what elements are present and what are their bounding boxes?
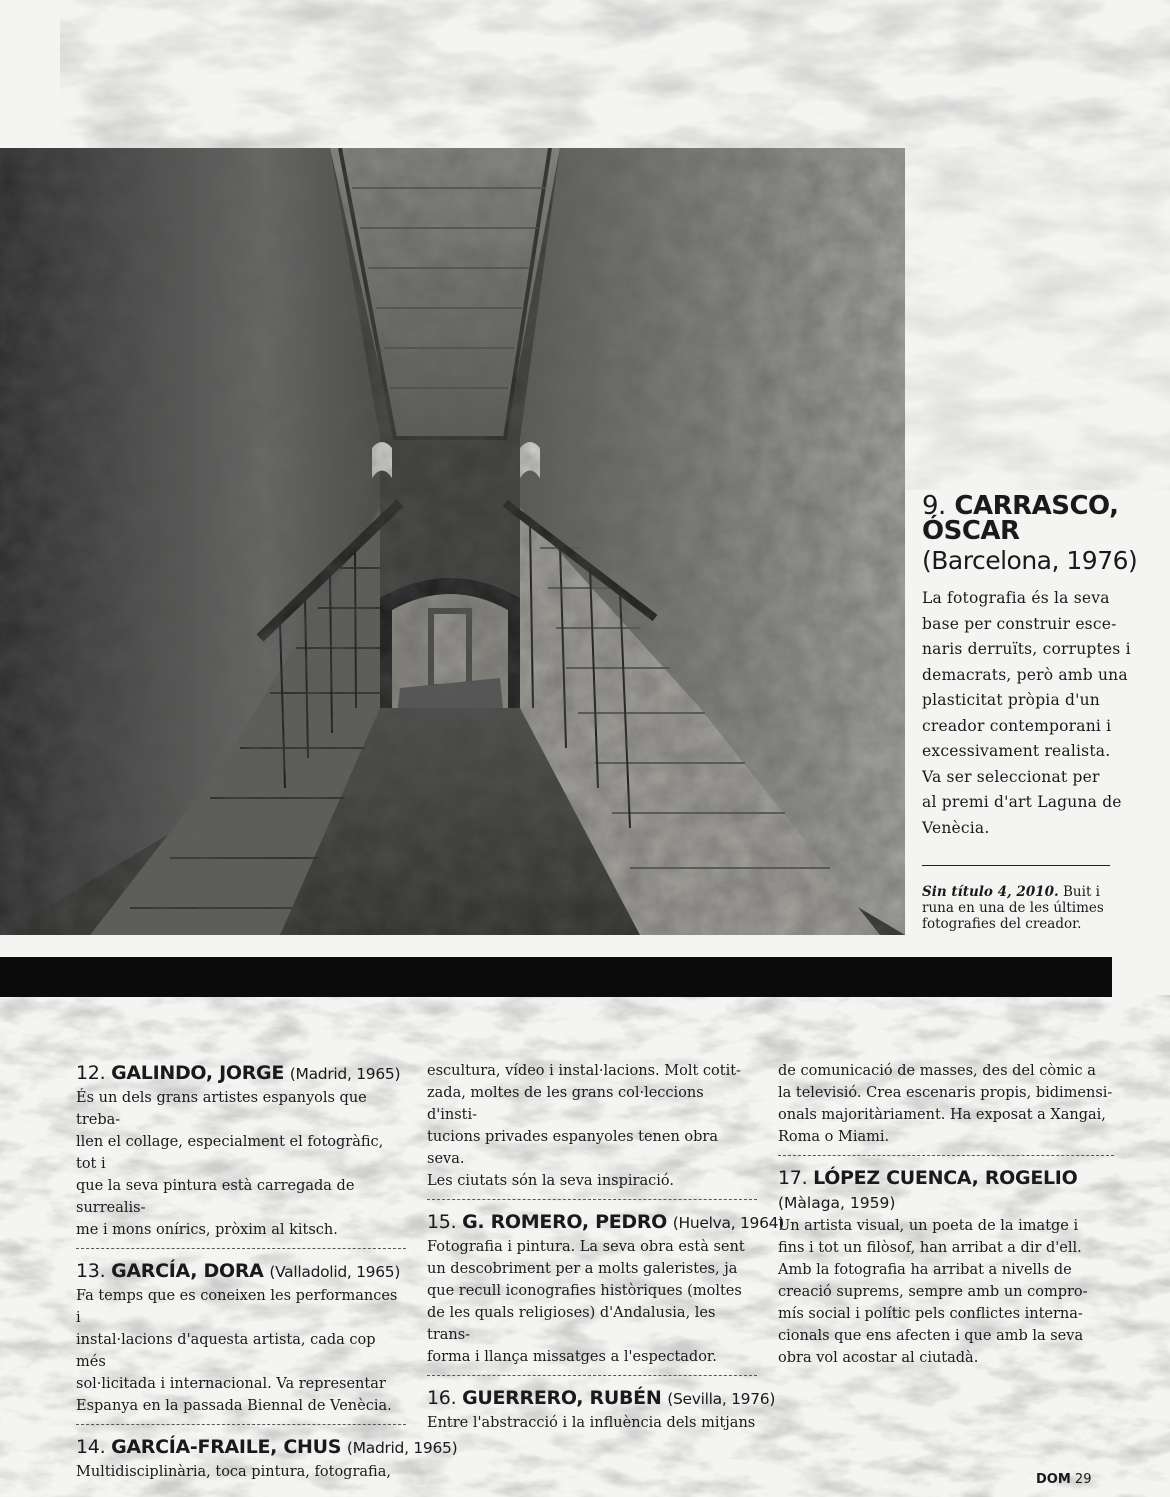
- entry-line: instal·lacions d'aquesta artista, cada cop més: [76, 1332, 376, 1370]
- entry-line: de comunicació de masses, des del còmic a: [778, 1063, 1096, 1079]
- entry-number: 13.: [76, 1260, 106, 1282]
- magazine-name: DOM: [1036, 1472, 1071, 1487]
- entry-origin: (Madrid, 1965): [289, 1065, 401, 1083]
- entry-body-17: [778, 1215, 1114, 1369]
- dashed-divider: [76, 1248, 406, 1249]
- entry-heading-13: [76, 1258, 406, 1285]
- entry-line: Entre l'abstracció i la influència dels mitjans: [427, 1415, 756, 1431]
- entry-name: GALINDO, JORGE: [111, 1062, 285, 1084]
- entry-line: Roma o Miami.: [778, 1129, 890, 1145]
- entry-number: 15.: [427, 1211, 457, 1233]
- entry-name: GUERRERO, RUBÉN: [462, 1387, 662, 1409]
- dashed-divider: [427, 1199, 757, 1200]
- dashed-divider: [427, 1375, 757, 1376]
- caption-divider: [922, 865, 1110, 866]
- featured-body-line: creador contemporani i: [922, 716, 1112, 735]
- entry-line: me i mons onírics, pròxim al kitsch.: [76, 1222, 338, 1238]
- entry-line: Amb la fotografia ha arribat a nivells de: [778, 1262, 1072, 1278]
- featured-body-line: demacrats, però amb una: [922, 665, 1128, 684]
- featured-heading: [922, 491, 1142, 546]
- entry-name: GARCÍA-FRAILE, CHUS: [111, 1436, 342, 1458]
- entry-line: creació suprems, sempre amb un compro-: [778, 1284, 1088, 1300]
- entry-line: cionals que ens afecten i que amb la seva: [778, 1328, 1084, 1344]
- entry-line: fins i tot un filòsof, han arribat a dir d'ell.: [778, 1240, 1082, 1256]
- entry-line: que la seva pintura està carregada de surrealis-: [76, 1178, 355, 1216]
- featured-body-line: naris derruïts, corruptes i: [922, 640, 1131, 658]
- entry-line: mís social i polític pels conflictes interna-: [778, 1306, 1083, 1322]
- featured-number: 9.: [922, 491, 946, 521]
- featured-body-line: Va ser seleccionat per: [922, 767, 1100, 786]
- featured-name-line1: CARRASCO,: [954, 491, 1119, 521]
- entry-line: de les quals religioses) d'Andalusia, les trans-: [427, 1305, 716, 1343]
- entry-line: la televisió. Crea escenaris propis, bidimensi-: [778, 1085, 1113, 1101]
- page-number: 29: [1074, 1472, 1092, 1487]
- entry-line: Fa temps que es coneixen les performances i: [76, 1288, 398, 1326]
- caption-text: Buit i runa en una de les últimes fotografies del creador.: [922, 884, 1104, 932]
- entry-body-12: [76, 1087, 406, 1241]
- entry-line: Espanya en la passada Biennal de Venècia.: [76, 1398, 392, 1414]
- entry-line: llen el collage, especialment el fotogràfic, tot i: [76, 1134, 384, 1172]
- entry-line: zada, moltes de les grans col·leccions d'insti-: [427, 1085, 704, 1123]
- featured-origin: (Barcelona, 1976): [922, 546, 1138, 575]
- entry-line: un descobriment per a molts galeristes, ja: [427, 1261, 738, 1277]
- entry-origin: (Sevilla, 1976): [667, 1390, 776, 1408]
- entry-line: Multidisciplinària, toca pintura, fotografia,: [76, 1464, 391, 1480]
- entry-line: forma i llança missatges a l'espectador.: [427, 1349, 717, 1365]
- photo-caption: [922, 884, 1112, 932]
- entry-body-16-continued: [778, 1060, 1114, 1148]
- black-divider-bar: [0, 957, 1112, 997]
- entry-body-14: [76, 1461, 406, 1483]
- featured-body: [922, 586, 1132, 841]
- entry-line: que recull iconografies històriques (moltes: [427, 1283, 742, 1299]
- staircase-photograph: [0, 148, 905, 935]
- featured-body-line: Venècia.: [922, 818, 990, 837]
- featured-body-line: excessivament realista.: [922, 742, 1111, 760]
- entry-body-14-continued: [427, 1060, 757, 1192]
- entry-origin: (Màlaga, 1959): [778, 1194, 896, 1212]
- entry-body-13: [76, 1285, 406, 1417]
- text-column-2: [427, 1060, 784, 1434]
- caption-title: Sin título 4, 2010.: [922, 884, 1059, 900]
- entry-heading-15: [427, 1209, 784, 1236]
- entry-line: tucions privades espanyoles tenen obra seva.: [427, 1129, 718, 1167]
- featured-body-line: plasticitat pròpia d'un: [922, 691, 1100, 709]
- entry-name: G. ROMERO, PEDRO: [462, 1211, 668, 1233]
- entry-origin: (Huelva, 1964): [672, 1214, 784, 1232]
- entry-origin: (Madrid, 1965): [346, 1439, 458, 1457]
- entry-line: Les ciutats són la seva inspiració.: [427, 1173, 674, 1189]
- entry-heading-12: [76, 1060, 406, 1087]
- entry-line: És un dels grans artistes espanyols que treba-: [76, 1090, 367, 1128]
- entry-heading-14: [76, 1434, 458, 1461]
- entry-line: obra vol acostar al ciutadà.: [778, 1350, 979, 1366]
- entry-number: 16.: [427, 1387, 457, 1409]
- featured-artist: [922, 491, 1142, 932]
- entry-line: Fotografia i pintura. La seva obra està sent: [427, 1239, 745, 1255]
- featured-body-line: La fotografia és la seva: [922, 589, 1110, 607]
- text-column-3: [778, 1060, 1114, 1369]
- featured-name-line2: ÓSCAR: [922, 516, 1020, 546]
- dashed-divider: [778, 1155, 1114, 1156]
- entry-line: escultura, vídeo i instal·lacions. Molt cotit-: [427, 1063, 741, 1079]
- entry-heading-16: [427, 1385, 776, 1412]
- dashed-divider: [76, 1424, 406, 1425]
- featured-body-line: al premi d'art Laguna de: [922, 793, 1122, 811]
- page-folio: [1036, 1472, 1091, 1487]
- entry-line: Un artista visual, un poeta de la imatge i: [778, 1218, 1079, 1234]
- entry-line: sol·licitada i internacional. Va representar: [76, 1376, 386, 1392]
- entry-heading-17: [778, 1165, 1114, 1191]
- featured-body-line: base per construir esce-: [922, 614, 1117, 633]
- entry-origin: (Valladolid, 1965): [269, 1263, 401, 1281]
- entry-body-15: [427, 1236, 757, 1368]
- entry-name: GARCÍA, DORA: [111, 1260, 264, 1282]
- entry-line: onals majoritàriament. Ha exposat a Xangai,: [778, 1107, 1106, 1123]
- entry-number: 17.: [778, 1167, 808, 1189]
- entry-number: 14.: [76, 1436, 106, 1458]
- entry-body-16: [427, 1412, 757, 1434]
- entry-number: 12.: [76, 1062, 106, 1084]
- entry-name: LÓPEZ CUENCA, ROGELIO: [813, 1167, 1078, 1189]
